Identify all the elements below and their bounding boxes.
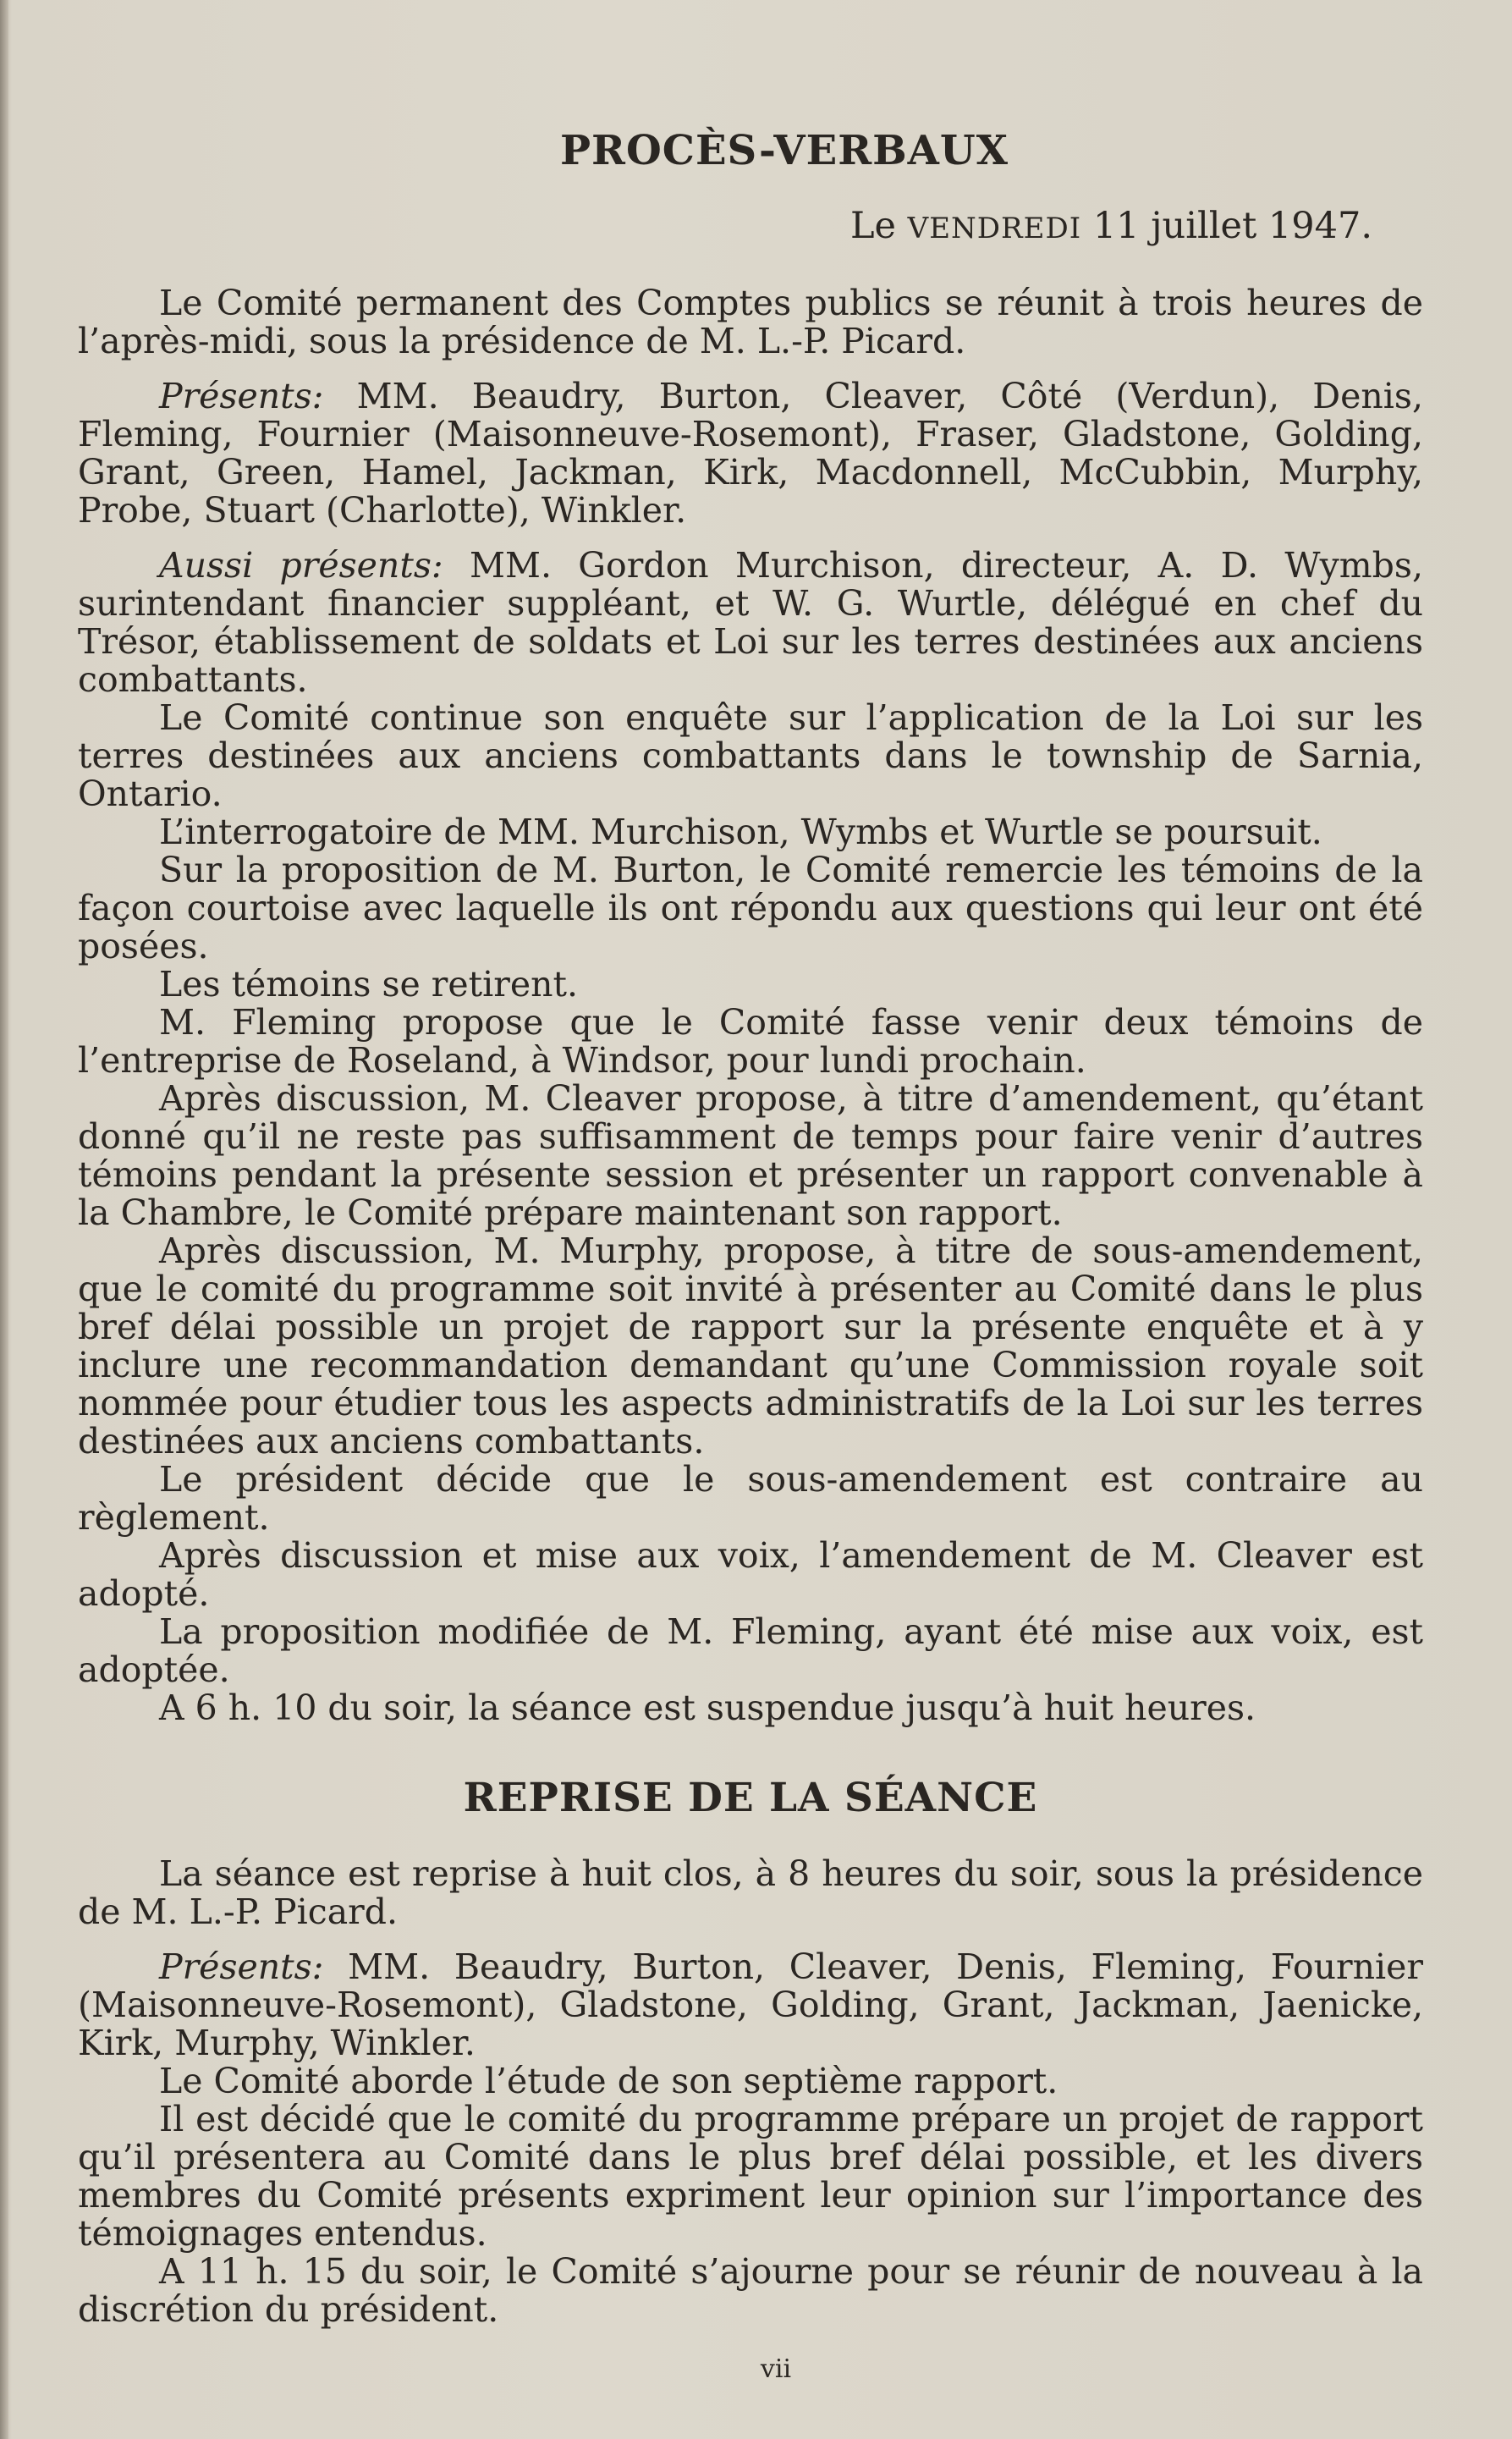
presents-list: MM. Beaudry, Burton, Cleaver, Denis, Fleming, Fournier (Maisonneuve-Rosemont), Gladstone, Golding, Grant, Jackman, Jaenicke, Kirk, Murphy, Winkler. — [78, 1946, 1423, 2063]
session1-paragraph: Les témoins se retirent. — [159, 964, 579, 1005]
session2-opening: La séance est reprise à huit clos, à 8 heures du soir, sous la présidence de M. L.-P. Picard. — [78, 1853, 1423, 1932]
page-binding-edge — [0, 0, 8, 2439]
date-rest: 11 juillet 1947. — [1092, 205, 1372, 247]
presents-label: Présents: — [159, 376, 324, 416]
date-prefix: Le — [849, 205, 896, 247]
section-heading: REPRISE DE LA SÉANCE — [463, 1775, 1038, 1821]
session1-presents — [78, 377, 1423, 530]
session1-paragraph: La proposition modifiée de M. Fleming, ayant été mise aux voix, est adoptée. — [78, 1611, 1423, 1690]
session2-presents — [78, 1948, 1423, 2062]
session1-paragraph: Après discussion, M. Cleaver propose, à titre d’amendement, qu’étant donné qu’il ne reste pas suffisamment de temps pour faire venir d’autres témoins pendant la présente session et présenter un rapport convenable à la Chambre, le Comité prépare maintenant son rapport. — [78, 1078, 1423, 1233]
presents-label: Présents: — [159, 1946, 324, 1987]
session1-paragraph: Sur la proposition de M. Burton, le Comité remercie les témoins de la façon courtoise avec laquelle ils ont répondu aux questions qui leur ont été posées. — [78, 850, 1423, 966]
session2-paragraph: Il est décidé que le comité du programme prépare un projet de rapport qu’il présentera au Comité dans le plus bref délai possible, et les divers membres du Comité présents expriment leur opinion sur l’importance des témoignages entendus. — [78, 2099, 1423, 2254]
page-number: vii — [760, 2354, 792, 2384]
session2-paragraph: A 11 h. 15 du soir, le Comité s’ajourne pour se réunir de nouveau à la discrétion du président. — [78, 2251, 1423, 2330]
session1-paragraph: A 6 h. 10 du soir, la séance est suspendue jusqu’à huit heures. — [159, 1687, 1256, 1728]
date-weekday: VENDREDI — [907, 212, 1082, 245]
presents-list: MM. Beaudry, Burton, Cleaver, Côté (Verdun), Denis, Fleming, Fournier (Maisonneuve-Rosemont), Fraser, Gladstone, Golding, Grant, Green, Hamel, Jackman, Kirk, Macdonnell, McCubbin, Murphy, Probe, Stuart (Charlotte), Winkler. — [78, 376, 1423, 531]
session1-paragraph: Le Comité continue son enquête sur l’application de la Loi sur les terres destinées aux anciens combattants dans le township de Sarnia, Ontario. — [78, 697, 1423, 814]
session1-paragraph: Le président décide que le sous-amendement est contraire au règlement. — [78, 1459, 1423, 1538]
session1-paragraph: L’interrogatoire de MM. Murchison, Wymbs et Wurtle se poursuit. — [159, 812, 1322, 852]
page-title: PROCÈS-VERBAUX — [559, 127, 1009, 174]
page-content — [78, 127, 1423, 2384]
meeting-date — [78, 205, 1423, 247]
also-present-label: Aussi présents: — [159, 545, 443, 586]
session2-paragraph: Le Comité aborde l’étude de son septième rapport. — [159, 2061, 1058, 2101]
also-present-list: MM. Gordon Murchison, directeur, A. D. Wymbs, surintendant financier suppléant, et W. G. Wurtle, délégué en chef du Trésor, établissement de soldats et Loi sur les terres destinées aux anciens combattants. — [78, 545, 1423, 700]
session1-paragraph: Après discussion, M. Murphy, propose, à titre de sous-amendement, que le comité du programme soit invité à présenter au Comité dans le plus bref délai possible un projet de rapport sur la présente enquête et à y inclure une recommandation demandant qu’une Commission royale soit nommée pour étudier tous les aspects administratifs de la Loi sur les terres destinées aux anciens combattants. — [78, 1231, 1423, 1462]
session1-paragraph: Après discussion et mise aux voix, l’amendement de M. Cleaver est adopté. — [78, 1535, 1423, 1614]
session1-paragraph: M. Fleming propose que le Comité fasse venir deux témoins de l’entreprise de Roseland, à Windsor, pour lundi prochain. — [78, 1002, 1423, 1081]
session1-opening: Le Comité permanent des Comptes publics se réunit à trois heures de l’après-midi, sous la présidence de M. L.-P. Picard. — [78, 283, 1423, 361]
session1-also-present — [78, 547, 1423, 699]
